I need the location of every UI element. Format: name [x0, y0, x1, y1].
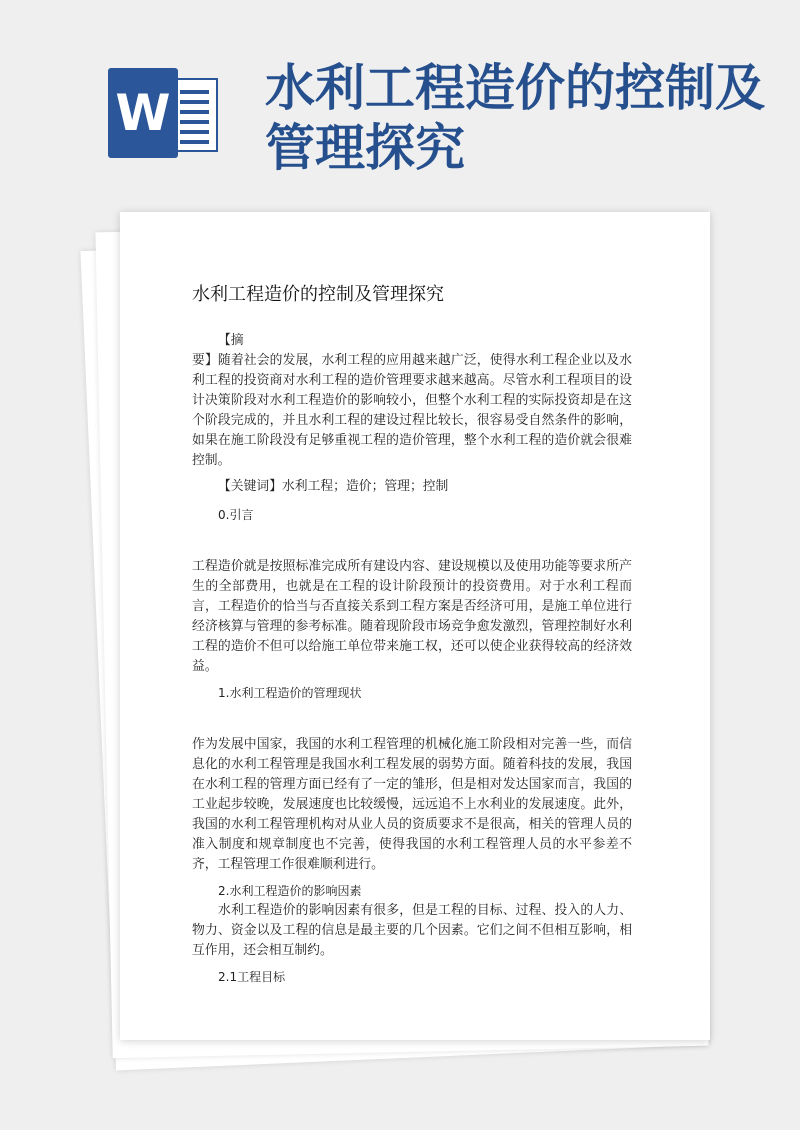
keywords: 【关键词】水利工程；造价；管理；控制 — [218, 479, 449, 494]
section-heading-intro: 0.引言 — [218, 508, 254, 522]
document-page — [120, 212, 710, 1040]
document-title: 水利工程造价的控制及管理探究 — [192, 284, 444, 305]
main-title: 水利工程造价的控制及管理探究 — [265, 59, 765, 177]
abstract-label: 【摘 — [218, 333, 244, 348]
section-2-paragraph: 水利工程造价的影响因素有很多，但是工程的目标、过程、投入的人力、物力、资金以及工程的信息是最主要的几个因素。它们之间不但相互影响，相互作用，还会相互制约。 — [192, 903, 632, 958]
word-document-icon — [108, 68, 220, 158]
document-content — [192, 284, 632, 987]
section-heading-2-1: 2.1工程目标 — [218, 970, 286, 984]
word-letter-badge: W — [108, 68, 178, 158]
section-1-paragraph: 作为发展中国家，我国的水利工程管理的机械化施工阶段相对完善一些，而信息化的水利工程管理是我国水利工程发展的弱势方面。随着科技的发展，我国在水利工程的管理方面已经有了一定的雏形，但是相对发达国家而言，我国的工业起步较晚，发展速度也比较缓慢，远远追不上水利业的发展速度。此外，我国的水利工程管理机构对从业人员的资质要求不是很高，相关的管理人员的准入制度和规章制度也不完善，使得我国的水利工程管理人员的水平参差不齐，工程管理工作很难顺利进行。 — [192, 737, 632, 872]
intro-paragraph: 工程造价就是按照标准完成所有建设内容、建设规模以及使用功能等要求所产生的全部费用，也就是在工程的设计阶段预计的投资费用。对于水利工程而言，工程造价的恰当与否直接关系到工程方案是否经济可用，是施工单位进行经济核算与管理的参考标准。随着现阶段市场竞争愈发激烈，管理控制好水利工程的造价不但可以给施工单位带来施工权，还可以使企业获得较高的经济效益。 — [192, 559, 632, 674]
abstract-paragraph: 要】随着社会的发展，水利工程的应用越来越广泛，使得水利工程企业以及水利工程的投资商对水利工程的造价管理要求越来越高。尽管水利工程项目的设计决策阶段对水利工程造价的影响较小，但整个水利工程的实际投资却是在这个阶段完成的，并且水利工程的建设过程比较长，很容易受自然条件的影响，如果在施工阶段没有足够重视工程的造价管理，整个水利工程的造价就会很难控制。 — [192, 353, 632, 468]
section-heading-1: 1.水利工程造价的管理现状 — [218, 686, 362, 700]
section-heading-2: 2.水利工程造价的影响因素 — [218, 884, 362, 898]
